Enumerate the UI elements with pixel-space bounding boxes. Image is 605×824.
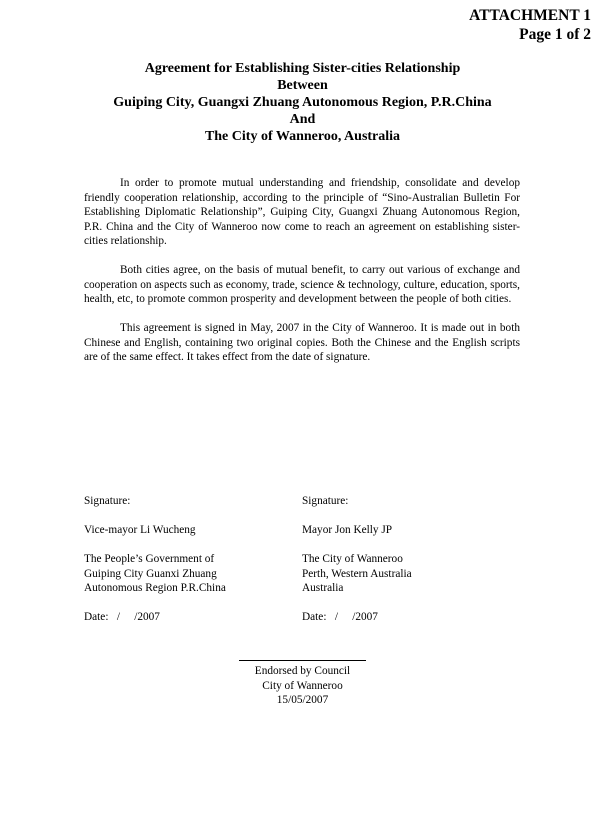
agreement-title [0, 60, 605, 145]
paragraph-signing: This agreement is signed in May, 2007 in the City of Wanneroo. It is made out in both Chinese and English, containing two original copies. Both the Chinese and the English scripts are of the same effect. It takes effect from the date of signature. [84, 322, 520, 363]
signature-label: Signature: [84, 495, 131, 507]
organization-line: Australia [302, 582, 344, 594]
title-line-3: Guiping City, Guangxi Zhuang Autonomous Region, P.R.China [113, 95, 492, 110]
paragraph-cooperation: Both cities agree, on the basis of mutual benefit, to carry out various of exchange and cooperation on aspects such as economy, trade, science & technology, culture, education, sports, health, etc, to promote common prosperity and development between the people of both cities. [84, 264, 520, 305]
organization-line: The City of Wanneroo [302, 553, 403, 565]
organization-line: Autonomous Region P.R.China [84, 582, 226, 594]
signatory-organization [84, 552, 294, 596]
attachment-label: ATTACHMENT 1 [469, 7, 591, 24]
attachment-header [469, 6, 591, 44]
signature-block-guiping [84, 494, 294, 639]
signature-label: Signature: [302, 495, 349, 507]
signatory-name: Vice-mayor Li Wucheng [84, 524, 196, 536]
organization-line: Guiping City Guanxi Zhuang [84, 567, 217, 580]
signature-date: Date: / /2007 [84, 611, 160, 623]
endorsement-line-1: Endorsed by Council [254, 665, 351, 677]
council-endorsement [0, 660, 605, 708]
title-line-5: The City of Wanneroo, Australia [204, 129, 401, 144]
organization-line: Perth, Western Australia [302, 567, 412, 580]
page-number: Page 1 of 2 [519, 26, 591, 43]
title-line-1: Agreement for Establishing Sister-cities Relationship [144, 61, 461, 76]
title-line-4: And [289, 112, 316, 127]
endorsement-line-2: City of Wanneroo [262, 679, 343, 692]
signatory-organization [302, 552, 512, 596]
signature-block-wanneroo [302, 494, 512, 639]
endorsement-date: 15/05/2007 [276, 694, 329, 706]
paragraph-purpose: In order to promote mutual understanding and friendship, consolidate and develop friendly cooperation relationship, according to the principle of “Sino-Australian Bulletin For Establishing Diplomatic Relationship”, Guiping City, Guangxi Zhuang Autonomous Region, P.R. China and the City of Wanneroo now come to reach an agreement on establishing sister-cities relationship. [84, 177, 520, 247]
signatory-name: Mayor Jon Kelly JP [302, 524, 393, 536]
endorsement-signature-line [239, 660, 366, 661]
title-line-2: Between [277, 78, 328, 93]
agreement-body [84, 176, 520, 379]
organization-line: The People’s Government of [84, 553, 215, 565]
signature-date: Date: / /2007 [302, 611, 378, 623]
